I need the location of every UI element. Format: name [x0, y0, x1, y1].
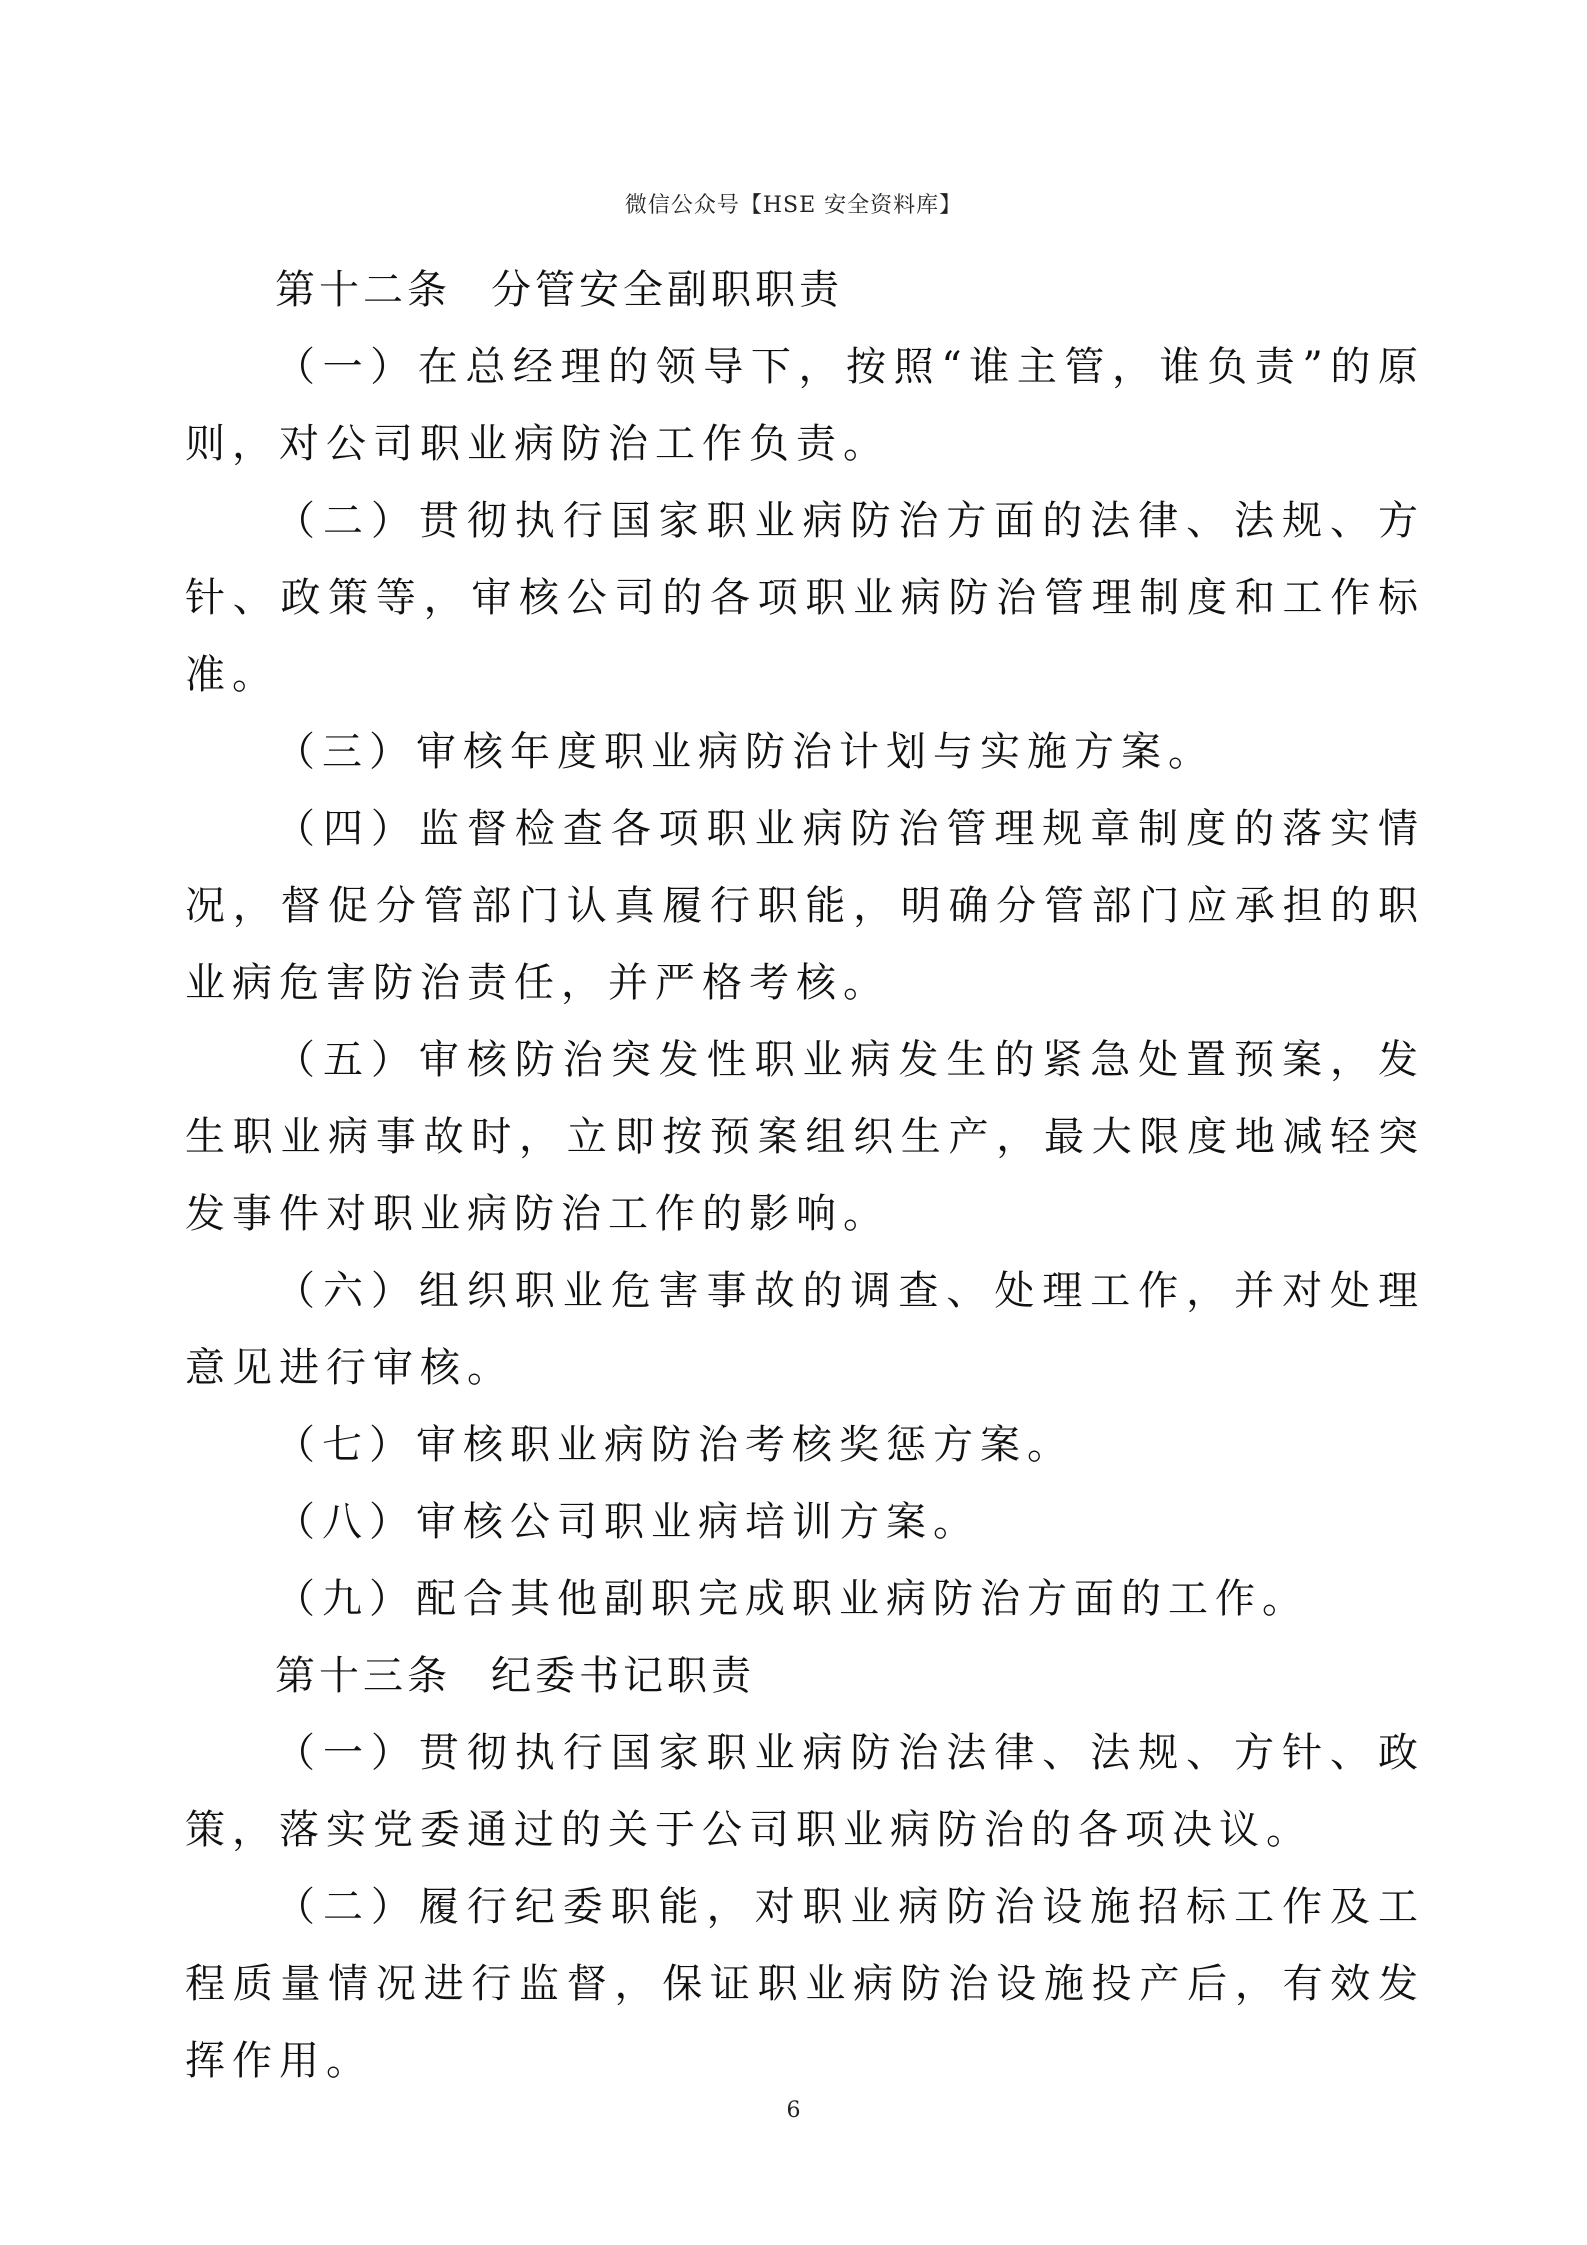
article-13-item-2: （二）履行纪委职能，对职业病防治设施招标工作及工程质量情况进行监督，保证职业病防治设施投产后，有效发挥作用。 — [185, 1884, 1425, 2084]
article-13-title: 纪委书记职责 — [491, 1653, 755, 1699]
article-13-heading — [185, 1638, 1425, 1715]
article-12-item-8: （八）审核公司职业病培训方案。 — [275, 1499, 980, 1545]
page-header: 微信公众号【HSE 安全资料库】 — [624, 193, 963, 218]
article-12-item-4: （四）监督检查各项职业病防治管理规章制度的落实情况，督促分管部门认真履行职能，明确分管部门应承担的职业病危害防治责任，并严格考核。 — [185, 806, 1425, 1006]
article-12-item-1: （一）在总经理的领导下，按照“谁主管，谁负责”的原则，对公司职业病防治工作负责。 — [185, 344, 1425, 467]
article-12-item-7: （七）审核职业病防治考核奖惩方案。 — [275, 1422, 1074, 1468]
document-body — [185, 252, 1425, 2100]
article-12-item-5: （五）审核防治突发性职业病发生的紧急处置预案，发生职业病事故时，立即按预案组织生产，最大限度地减轻突发事件对职业病防治工作的影响。 — [185, 1037, 1425, 1237]
article-13-item-1: （一）贯彻执行国家职业病防治法律、法规、方针、政策，落实党委通过的关于公司职业病防治的各项决议。 — [185, 1730, 1425, 1853]
article-12-title: 分管安全副职职责 — [491, 267, 843, 313]
article-12-heading — [185, 252, 1425, 329]
article-13-number: 第十三条 — [275, 1653, 451, 1699]
article-12-item-9: （九）配合其他副职完成职业病防治方面的工作。 — [275, 1576, 1309, 1622]
article-12-item-2: （二）贯彻执行国家职业病防治方面的法律、法规、方针、政策等，审核公司的各项职业病防治管理制度和工作标准。 — [185, 498, 1425, 698]
page-number: 6 — [786, 2098, 801, 2123]
article-12-item-3: （三）审核年度职业病防治计划与实施方案。 — [275, 729, 1215, 775]
article-12-item-6: （六）组织职业危害事故的调查、处理工作，并对处理意见进行审核。 — [185, 1268, 1425, 1391]
article-12-number: 第十二条 — [275, 267, 451, 313]
